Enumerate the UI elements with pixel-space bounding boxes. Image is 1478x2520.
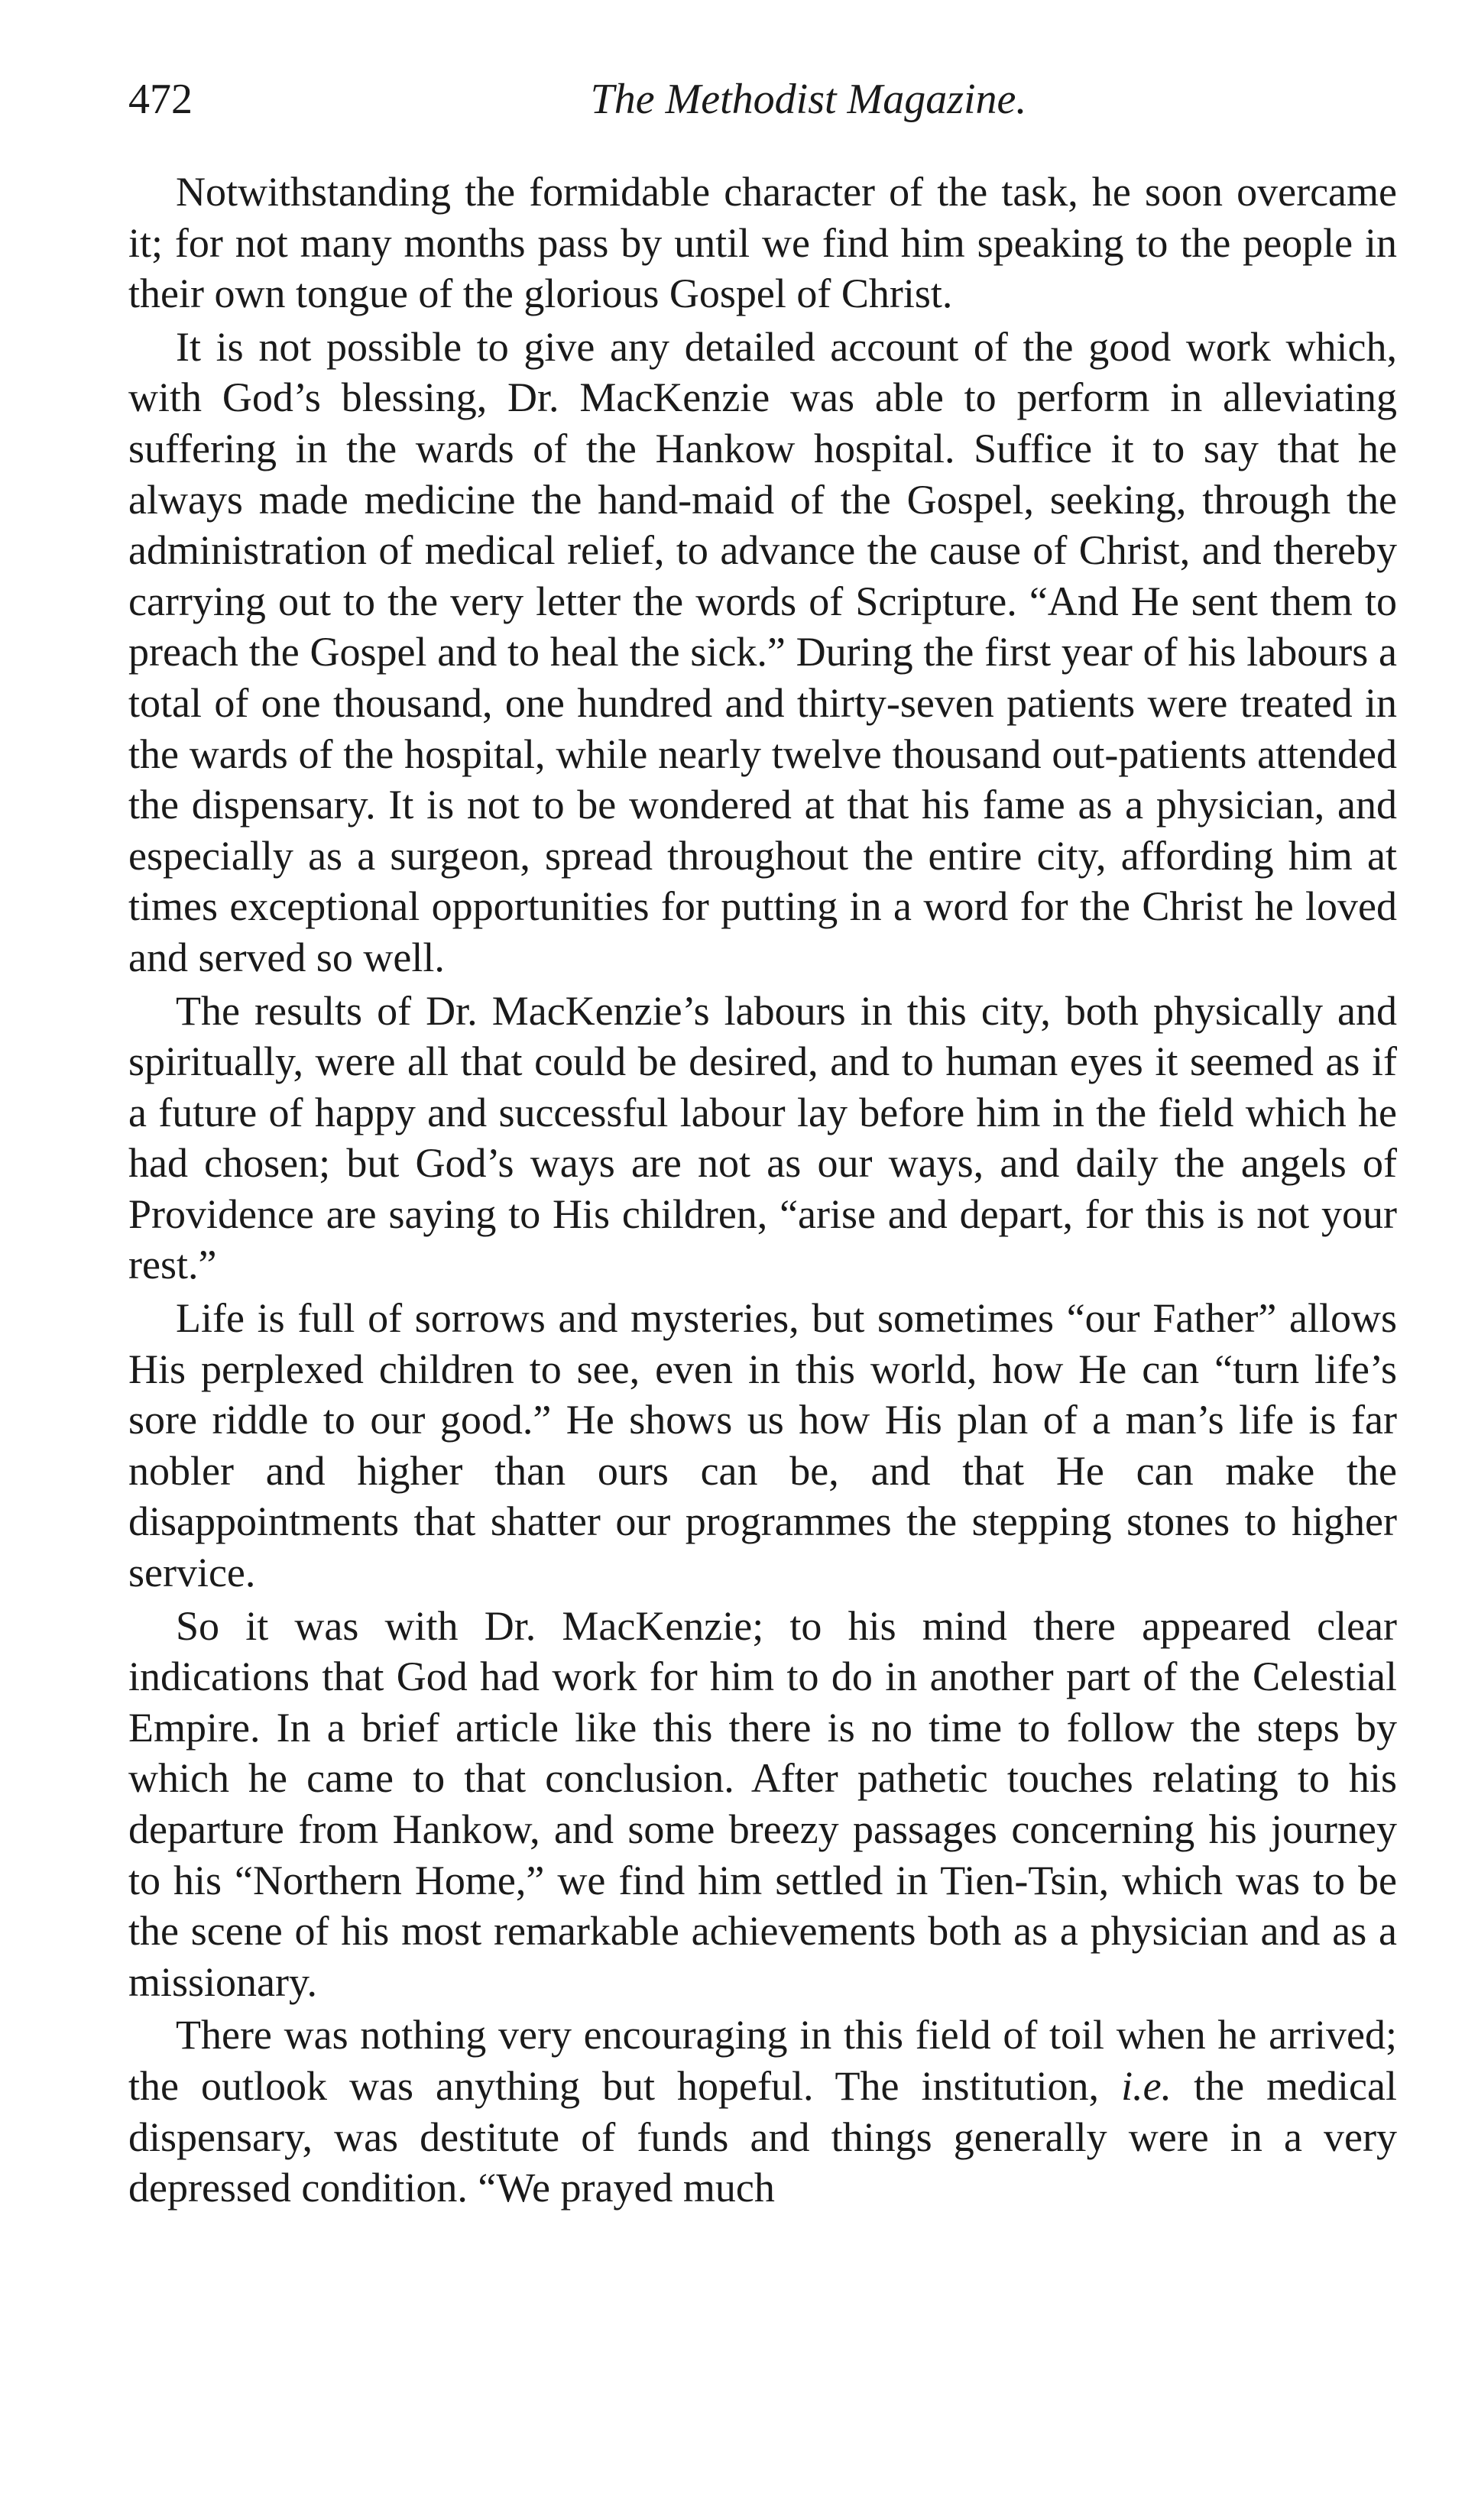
paragraph-6-italic-ie: i.e.: [1121, 2062, 1172, 2109]
paragraph-2: It is not possible to give any detailed account of the good work which, with God’s blessing, Dr. MacKenzie was able to perform in alleviating suffering in the wards of the Hankow hospital. Suffice it to say that he always made medicine the hand-maid of the Gospel, seeking, through the administration of medical relief, to advance the cause of Christ, and thereby carrying out to the very letter the words of Scripture. “And He sent them to preach the Gospel and to heal the sick.” During the first year of his labours a total of one thousand, one hundred and thirty-seven patients were treated in the wards of the hospital, while nearly twelve thousand out-patients attended the dispensary. It is not to be wondered at that his fame as a physician, and especially as a surgeon, spread throughout the entire city, affording him at times exceptional opportunities for putting in a word for the Christ he loved and served so well.: [128, 323, 1397, 980]
paragraph-5: So it was with Dr. MacKenzie; to his mind there appeared clear indications that God had work for him to do in another part of the Celestial Empire. In a brief article like this there is no time to follow the steps by which he came to that conclusion. After pathetic touches relating to his departure from Hankow, and some breezy passages concerning his journey to his “Northern Home,” we find him settled in Tien-Tsin, which was to be the scene of his most remarkable achievements both as a physician and as a missionary.: [128, 1602, 1397, 2005]
body-text: [128, 167, 1397, 2214]
page: [128, 69, 1397, 2214]
running-head: [128, 69, 1397, 130]
paragraph-6-text-before: There was nothing very encouraging in this field of toil when he arrived; the outlook was anything but hopeful. The institution,: [128, 2012, 1397, 2109]
paragraph-6: [128, 2010, 1397, 2213]
paragraph-3: The results of Dr. MacKenzie’s labours in this city, both physically and spiritually, were all that could be desired, and to human eyes it seemed as if a future of happy and successful labour lay before him in the field which he had chosen; but God’s ways are not as our ways, and daily the angels of Providence are saying to His children, “arise and depart, for this is not your rest.”: [128, 987, 1397, 1288]
page-number: 472: [128, 76, 193, 123]
paragraph-4: Life is full of sorrows and mysteries, but sometimes “our Father” allows His perplexed children to see, even in this world, how He can “turn life’s sore riddle to our good.” He shows us how His plan of a man’s life is far nobler and higher than ours can be, and that He can make the disappointments that shatter our programmes the stepping stones to higher service.: [128, 1295, 1397, 1596]
paragraph-1: Notwithstanding the formidable character of the task, he soon overcame it; for not many months pass by until we find him speaking to the people in their own tongue of the glorious Gospel of Christ.: [128, 169, 1397, 317]
paragraph-6-text-after: the medical dispensary, was destitute of funds and things generally were in a very depressed condition. “We prayed much: [128, 2062, 1397, 2211]
running-title: The Methodist Magazine.: [590, 76, 1027, 123]
